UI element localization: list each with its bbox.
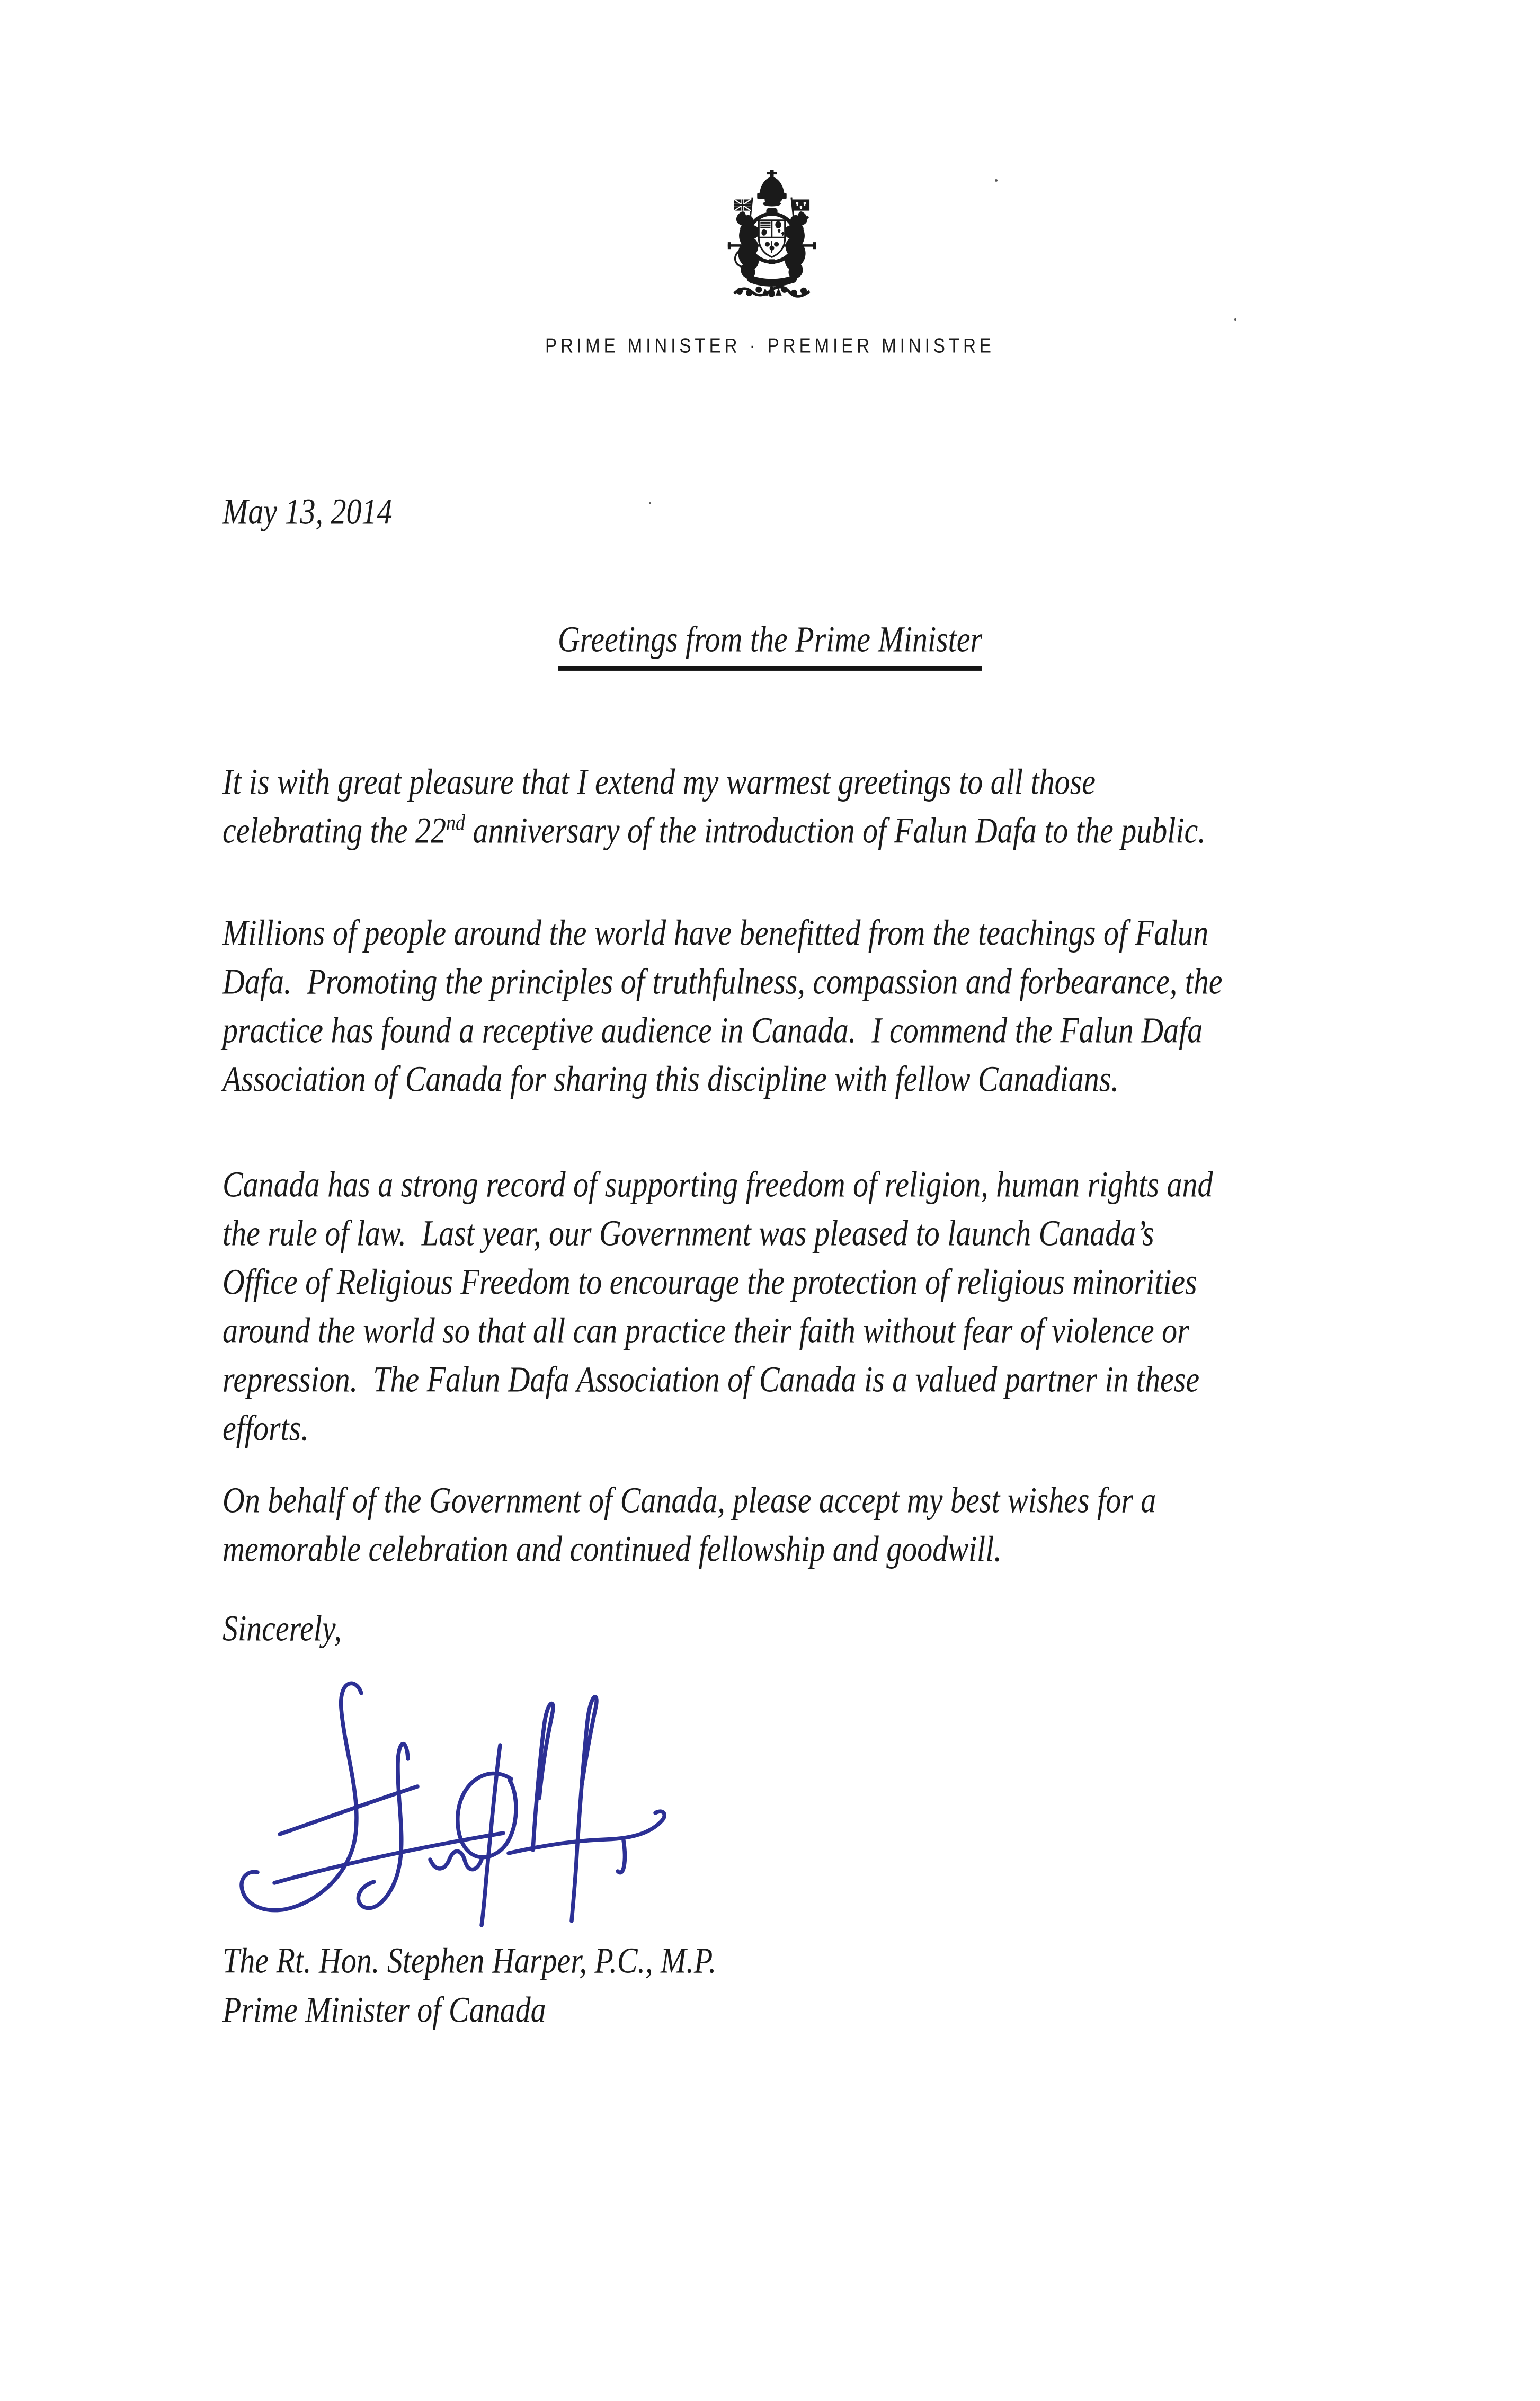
paragraph-line: Office of Religious Freedom to encourage the protection of religious minorities <box>222 1261 1197 1302</box>
paragraph-line: around the world so that all can practice their faith without fear of violence or <box>222 1310 1189 1351</box>
paragraph-line: memorable celebration and continued fellowship and goodwill. <box>222 1528 1002 1569</box>
paragraph-line: On behalf of the Government of Canada, please accept my best wishes for a <box>222 1480 1156 1520</box>
signature-icon <box>222 1675 667 1937</box>
paragraph-line: Millions of people around the world have benefitted from the teachings of Falun <box>222 912 1209 953</box>
signatory-title: Prime Minister of Canada <box>222 1989 546 2030</box>
paragraph-line: Association of Canada for sharing this discipline with fellow Canadians. <box>222 1059 1119 1099</box>
stephen-harper-signature <box>222 1675 667 1937</box>
letter-title-row <box>0 619 1540 671</box>
letter-title: Greetings from the Prime Minister <box>558 619 982 671</box>
paragraph-line: efforts. <box>222 1408 309 1448</box>
scan-speck <box>995 179 998 182</box>
coat-of-arms-icon <box>727 170 816 302</box>
paragraph-3 <box>222 1160 1346 1453</box>
paragraph-2 <box>222 909 1346 1104</box>
canada-coat-of-arms <box>727 170 816 302</box>
paragraph-line <box>222 806 1346 855</box>
scan-speck <box>1234 318 1236 321</box>
paragraph-line: It is with great pleasure that I extend my warmest greetings to all those <box>222 761 1096 802</box>
ordinal-suffix: nd <box>446 810 466 835</box>
paragraph-4 <box>222 1476 1346 1573</box>
paragraph-line: Canada has a strong record of supporting freedom of religion, human rights and <box>222 1164 1213 1205</box>
line-text-before-ordinal: celebrating the 22 <box>222 810 447 851</box>
paragraph-line: Dafa. Promoting the principles of truthfulness, compassion and forbearance, the <box>222 961 1223 1002</box>
letterhead-caption: PRIME MINISTER · PREMIER MINISTRE <box>545 334 995 357</box>
paragraph-1 <box>222 758 1346 855</box>
letter-date: May 13, 2014 <box>222 491 393 532</box>
scan-speck <box>649 502 651 504</box>
signatory-name: The Rt. Hon. Stephen Harper, P.C., M.P. <box>222 1940 717 1981</box>
line-text-after-ordinal: anniversary of the introduction of Falun Dafa to the public. <box>465 810 1206 851</box>
paragraph-line: practice has found a receptive audience in Canada. I commend the Falun Dafa <box>222 1010 1203 1051</box>
paragraph-line: the rule of law. Last year, our Government was pleased to launch Canada’s <box>222 1213 1154 1253</box>
closing-salutation: Sincerely, <box>222 1608 342 1649</box>
paragraph-line: repression. The Falun Dafa Association of Canada is a valued partner in these <box>222 1359 1200 1400</box>
